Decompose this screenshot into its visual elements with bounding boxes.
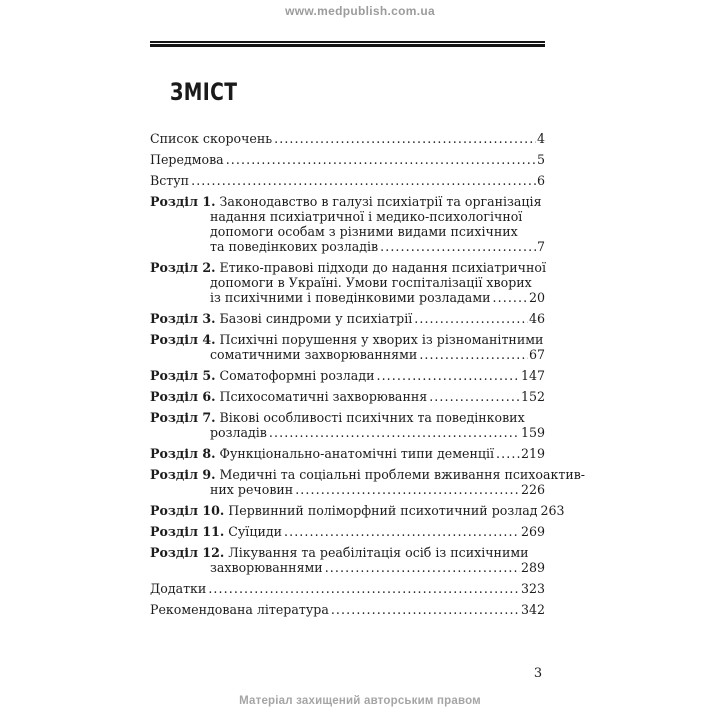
toc-page-number: 147: [520, 368, 545, 383]
dot-leader: [208, 581, 520, 596]
toc-entry: [150, 602, 545, 617]
toc-entry: [150, 467, 586, 497]
toc-line: [150, 194, 545, 209]
toc-entry: [150, 446, 545, 461]
toc-line: [150, 545, 545, 560]
toc-entry: [150, 194, 545, 254]
toc-page-number: 342: [520, 602, 545, 617]
toc-text: Етико-правові підходи до надання психіатричної: [219, 260, 547, 275]
toc-page-number: 20: [528, 290, 545, 305]
chapter-label: Розділ 10.: [150, 503, 225, 518]
dot-leader: [269, 425, 520, 440]
toc-text: Психічні порушення у хворих із різноманітними: [219, 332, 544, 347]
toc-page-number: 219: [520, 446, 545, 461]
chapter-label: Розділ 4.: [150, 332, 216, 347]
toc-line: [150, 131, 545, 146]
toc-line: [150, 602, 545, 617]
dot-leader: [331, 602, 520, 617]
toc-text: Базові синдроми у психіатрії: [219, 311, 413, 326]
toc-text: них речовин: [210, 482, 294, 497]
toc-entry: [150, 503, 565, 518]
dot-leader: [419, 347, 528, 362]
toc-entry: [150, 581, 545, 596]
toc-line: [210, 560, 545, 575]
toc-entry: [150, 332, 545, 362]
toc-line: [210, 239, 545, 254]
toc-entry: [150, 524, 545, 539]
toc-line: [150, 503, 565, 518]
toc-line: [150, 524, 545, 539]
toc-line: [150, 581, 545, 596]
toc-line: [150, 446, 545, 461]
toc-text: соматичними захворюваннями: [210, 347, 418, 362]
chapter-label: Розділ 2.: [150, 260, 216, 275]
toc-page-number: 269: [520, 524, 545, 539]
toc-text: допомоги особам з різними видами психічних: [210, 224, 518, 239]
toc-page-number: 159: [520, 425, 545, 440]
toc-entry: [150, 389, 545, 404]
toc-entry: [150, 368, 545, 383]
toc-page-number: 263: [540, 503, 565, 518]
toc-line: [210, 275, 545, 290]
toc-entry: [150, 173, 545, 188]
toc-text: Первинний поліморфний психотичний розлад: [228, 503, 538, 518]
dot-leader: [380, 239, 536, 254]
toc-line: [150, 173, 545, 188]
toc-line: [150, 152, 545, 167]
toc-page-number: 289: [520, 560, 545, 575]
toc-text: Медичні та соціальні проблеми вживання психоактив-: [219, 467, 586, 482]
chapter-label: Розділ 8.: [150, 446, 216, 461]
dot-leader: [191, 173, 536, 188]
toc-text: Список скорочень: [150, 131, 273, 146]
toc-line: [210, 224, 545, 239]
chapter-label: Розділ 1.: [150, 194, 216, 209]
toc-entry: [150, 152, 545, 167]
toc-page-number: 6: [536, 173, 545, 188]
dot-leader: [295, 482, 520, 497]
toc-text: Соматоформні розлади: [219, 368, 375, 383]
toc-text: Рекомендована література: [150, 602, 329, 617]
toc-entry: [150, 131, 545, 146]
page-title: ЗМІСТ: [170, 78, 238, 106]
toc-page-number: 5: [536, 152, 545, 167]
toc-page-number: 226: [520, 482, 545, 497]
toc-line: [210, 347, 545, 362]
toc-page-number: 7: [536, 239, 545, 254]
dot-leader: [284, 524, 520, 539]
chapter-label: Розділ 11.: [150, 524, 225, 539]
chapter-label: Розділ 12.: [150, 545, 225, 560]
dot-leader: [496, 446, 520, 461]
chapter-label: Розділ 7.: [150, 410, 216, 425]
toc-line: [150, 332, 545, 347]
dot-leader: [325, 560, 520, 575]
toc-page-number: 323: [520, 581, 545, 596]
dot-leader: [414, 311, 528, 326]
chapter-label: Розділ 9.: [150, 467, 216, 482]
double-rule: [150, 41, 545, 47]
toc-text: Функціонально-анатомічні типи деменції: [219, 446, 495, 461]
toc-line: [210, 290, 545, 305]
toc-entry: [150, 545, 545, 575]
toc-line: [150, 389, 545, 404]
chapter-label: Розділ 6.: [150, 389, 216, 404]
toc-page-number: 46: [528, 311, 545, 326]
toc-line: [150, 260, 545, 275]
toc-text: захворюваннями: [210, 560, 323, 575]
copyright-notice: Матеріал захищений авторським правом: [239, 695, 481, 707]
toc-line: [150, 467, 586, 482]
toc-text: допомоги в Україні. Умови госпіталізації хворих: [210, 275, 532, 290]
toc-text: Вікові особливості психічних та поведінкових: [219, 410, 525, 425]
dot-leader: [274, 131, 536, 146]
dot-leader: [493, 290, 528, 305]
toc-line: [210, 209, 545, 224]
toc-entry: [150, 311, 545, 326]
toc-line: [210, 425, 545, 440]
page-number: 3: [533, 666, 543, 681]
toc-line: [210, 482, 545, 497]
toc-list: [150, 131, 586, 623]
toc-text: надання психіатричної і медико-психологічної: [210, 209, 523, 224]
toc-text: Суїциди: [228, 524, 282, 539]
toc-page-number: 67: [528, 347, 545, 362]
toc-line: [150, 311, 545, 326]
dot-leader: [226, 152, 536, 167]
toc-text: Вступ: [150, 173, 190, 188]
toc-line: [150, 368, 545, 383]
toc-text: Додатки: [150, 581, 207, 596]
toc-entry: [150, 260, 545, 305]
toc-text: Передмова: [150, 152, 224, 167]
toc-page-number: 4: [536, 131, 545, 146]
dot-leader: [376, 368, 519, 383]
chapter-label: Розділ 5.: [150, 368, 216, 383]
dot-leader: [429, 389, 520, 404]
toc-entry: [150, 410, 545, 440]
toc-text: із психічними і поведінковими розладами: [210, 290, 491, 305]
toc-line: [150, 410, 545, 425]
toc-text: Лікування та реабілітація осіб із психічними: [228, 545, 529, 560]
chapter-label: Розділ 3.: [150, 311, 216, 326]
toc-page-number: 152: [520, 389, 545, 404]
toc-text: Психосоматичні захворювання: [219, 389, 428, 404]
toc-text: та поведінкових розладів: [210, 239, 379, 254]
toc-text: Законодавство в галузі психіатрії та організація: [219, 194, 542, 209]
header-url: www.medpublish.com.ua: [285, 4, 435, 18]
toc-text: розладів: [210, 425, 267, 440]
